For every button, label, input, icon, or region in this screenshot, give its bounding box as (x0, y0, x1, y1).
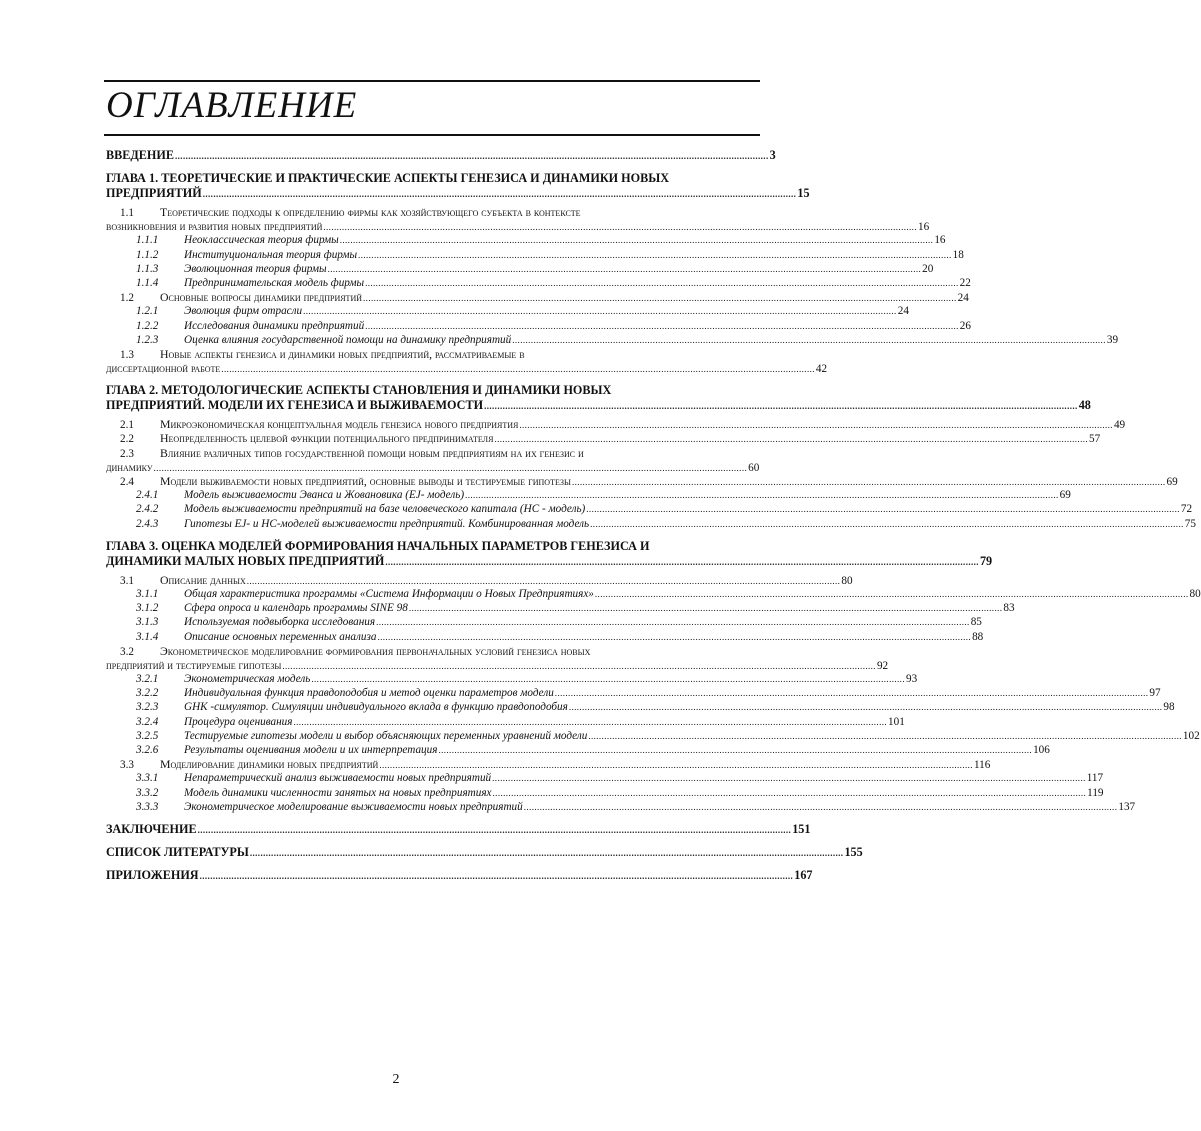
toc-page-number: 57 (1089, 433, 1101, 446)
subsection-title: Модель выживаемости предприятий на базе человеческого капитала (HC - модель) (184, 503, 586, 516)
subsection-title: Непараметрический анализ выживаемости новых предприятий (184, 772, 492, 785)
toc-line (106, 644, 758, 658)
toc-entry[interactable] (106, 757, 991, 772)
toc-entry[interactable] (106, 205, 930, 234)
leader-dots (586, 502, 1180, 516)
subsection-number: 3.2.4 (136, 715, 159, 728)
table-of-contents (106, 148, 1201, 883)
section-title: Основные вопросы динамики предприятий (160, 290, 363, 305)
subsection-number: 3.1.3 (136, 616, 159, 629)
subsection-title: Эволюция фирм отрасли (184, 305, 303, 318)
leader-dots (524, 800, 1118, 814)
leader-dots (438, 743, 1032, 757)
toc-line (106, 572, 853, 587)
subsection-title: Модель выживаемости Эванса и Жовановика (EJ- модель) (184, 489, 465, 502)
section-number: 3.3 (120, 759, 134, 772)
toc-entry[interactable] (106, 304, 909, 318)
subsection-number: 3.2.3 (136, 701, 159, 714)
toc-entry[interactable] (106, 800, 1136, 814)
toc-line (106, 276, 971, 290)
toc-line (106, 587, 1201, 601)
leader-dots (198, 823, 792, 838)
subsection-title: Исследования динамики предприятий (184, 319, 365, 332)
toc-entry[interactable] (106, 601, 1015, 615)
toc-line (106, 488, 1071, 502)
subsection-title: Тестируемые гипотезы модели и выбор объясняющих переменных уравнений модели (184, 729, 588, 742)
subsection-number: 1.2.1 (136, 305, 159, 318)
leader-dots (572, 475, 1166, 489)
toc-page-number: 16 (934, 234, 946, 247)
section-title: Описание данных (160, 572, 246, 587)
subsection-title: Эконометрическое моделирование выживаемости новых предприятий (184, 800, 523, 813)
toc-entry[interactable] (106, 346, 828, 376)
toc-line (106, 171, 758, 186)
toc-entry[interactable] (106, 290, 969, 305)
section-gap (106, 814, 758, 822)
leader-dots (569, 700, 1163, 714)
toc-line (106, 700, 1175, 714)
section-number: 1.1 (120, 207, 134, 219)
toc-entry[interactable] (106, 587, 1201, 601)
leader-dots (588, 729, 1182, 743)
leader-dots (376, 615, 970, 629)
toc-entry[interactable] (106, 844, 863, 860)
toc-line (106, 844, 863, 860)
toc-entry[interactable] (106, 786, 1104, 800)
toc-entry[interactable] (106, 700, 1175, 714)
subsection-title: Общая характеристика программы «Система Информации о Новых Предприятиях» (184, 587, 594, 600)
title-rule (104, 134, 760, 136)
toc-line (106, 757, 991, 772)
section-title: Влияние различных типов государственной помощи новым предприятиям на их генезис и (160, 445, 584, 460)
toc-line (106, 771, 1104, 785)
toc-page-number: 151 (792, 821, 811, 836)
leader-dots (484, 399, 1078, 414)
toc-line (106, 319, 971, 333)
subsection-title: Институциональная теория фирмы (184, 248, 358, 261)
leader-dots (409, 601, 1003, 615)
toc-heading: СПИСОК ЛИТЕРАТУРЫ (106, 844, 249, 859)
toc-entry[interactable] (106, 333, 1119, 347)
leader-dots (200, 869, 794, 884)
toc-entry[interactable] (106, 248, 964, 262)
subsection-title: Индивидуальная функция правдоподобия и метод оценки параметров модели (184, 687, 554, 700)
toc-entry[interactable] (106, 474, 1178, 488)
leader-dots (358, 248, 952, 262)
toc-page-number: 102 (1182, 729, 1200, 742)
toc-heading-cont: ДИНАМИКИ МАЛЫХ НОВЫХ ПРЕДПРИЯТИЙ (106, 553, 385, 568)
subsection-number: 3.2.2 (136, 687, 159, 700)
section-title: Микроэкономическая концептуальная модель генезиса нового предприятия (160, 417, 519, 432)
subsection-number: 3.1.4 (136, 630, 159, 643)
leader-dots (282, 659, 876, 673)
toc-entry[interactable] (106, 538, 993, 569)
toc-line (106, 431, 1101, 446)
toc-page-number: 69 (1059, 489, 1071, 502)
toc-entry[interactable] (106, 572, 853, 587)
toc-page-number: 26 (959, 319, 971, 332)
leader-dots (465, 488, 1059, 502)
subsection-number: 3.1.1 (136, 587, 159, 600)
leader-dots (377, 630, 971, 644)
toc-line (106, 517, 1196, 531)
toc-page-number: 24 (897, 305, 909, 318)
leader-dots (590, 517, 1184, 531)
leader-dots (221, 362, 815, 376)
toc-line (106, 290, 969, 305)
subsection-title: Описание основных переменных анализа (184, 630, 377, 643)
section-title-cont: предприятий и тестируемые гипотезы (106, 657, 282, 672)
section-title: Эконометрическое моделирование формирования первоначальных условий генезиса новых (160, 643, 591, 658)
section-number: 3.2 (120, 645, 134, 658)
toc-entry[interactable] (106, 615, 982, 629)
toc-heading: ГЛАВА 3. ОЦЕНКА МОДЕЛЕЙ ФОРМИРОВАНИЯ НАЧАЛЬНЫХ ПАРАМЕТРОВ ГЕНЕЗИСА И (106, 538, 650, 553)
leader-dots (328, 262, 922, 276)
toc-page-number: 15 (797, 186, 810, 200)
section-title-cont: возникновения и развития новых предприятий (106, 219, 323, 234)
leader-dots (340, 233, 934, 247)
toc-entry[interactable] (106, 171, 810, 201)
section-title-cont: динамику (106, 459, 153, 474)
toc-page-number: 117 (1086, 772, 1104, 785)
toc-line (106, 539, 758, 554)
toc-entry[interactable] (106, 319, 971, 333)
toc-heading: ЗАКЛЮЧЕНИЕ (106, 821, 197, 836)
subsection-number: 1.1.4 (136, 276, 159, 289)
subsection-title: Модель динамики численности занятых на новых предприятиях (184, 786, 492, 799)
toc-page-number: 20 (922, 262, 934, 275)
toc-line (106, 148, 776, 163)
leader-dots (154, 461, 748, 475)
subsection-number: 1.1.2 (136, 248, 159, 261)
leader-dots (303, 304, 897, 318)
toc-page-number: 49 (1113, 419, 1126, 432)
section-gap (106, 837, 758, 845)
toc-heading-cont: ПРЕДПРИЯТИЙ (106, 186, 202, 200)
toc-line (106, 186, 810, 201)
subsection-title: Эконометрическая модель (184, 673, 311, 686)
toc-line (106, 205, 758, 219)
toc-entry[interactable] (106, 502, 1193, 516)
toc-page-number: 97 (1149, 687, 1161, 700)
leader-dots (250, 846, 844, 861)
toc-line (106, 800, 1136, 814)
page-number: 2 (392, 1072, 400, 1087)
toc-page-number: 98 (1163, 701, 1175, 714)
toc-entry[interactable] (106, 431, 1101, 446)
section-title-cont: диссертационной работе (106, 361, 221, 376)
section-title: Неопределенность целевой функции потенциального предпринимателя (160, 431, 494, 446)
section-gap (106, 860, 758, 868)
subsection-number: 2.4.2 (136, 503, 159, 516)
section-title: Моделирование динамики новых предприятий (160, 757, 379, 772)
section-number: 1.3 (120, 348, 134, 361)
leader-dots (293, 715, 887, 729)
toc-page-number: 137 (1118, 800, 1136, 813)
toc-page-number: 101 (888, 715, 905, 728)
section-gap (106, 531, 758, 539)
toc-line (106, 304, 909, 318)
toc-page-number: 79 (979, 553, 993, 568)
subsection-title: Эволюционная теория фирмы (184, 262, 327, 275)
subsection-number: 1.1.1 (136, 234, 159, 247)
section-number: 3.1 (120, 574, 134, 587)
subsection-number: 1.1.3 (136, 262, 159, 275)
toc-entry[interactable] (106, 262, 934, 276)
toc-heading: ВВЕДЕНИЕ (106, 148, 174, 162)
toc-page-number: 22 (959, 276, 971, 289)
subsection-number: 3.1.2 (136, 602, 159, 615)
toc-page-number: 72 (1180, 503, 1193, 516)
toc-page-number: 18 (952, 248, 964, 261)
toc-page-number: 88 (972, 630, 984, 643)
subsection-number: 1.2.2 (136, 319, 159, 332)
toc-entry[interactable] (106, 517, 1196, 531)
toc-entry[interactable] (106, 715, 905, 729)
page-title: ОГЛАВЛЕНИЕ (106, 85, 358, 126)
toc-page-number: 80 (841, 574, 853, 587)
toc-line (106, 398, 1091, 413)
leader-dots (363, 291, 957, 305)
leader-dots (494, 432, 1088, 446)
leader-dots (365, 276, 959, 290)
toc-page-number: 42 (815, 363, 828, 376)
toc-line (106, 474, 1178, 488)
toc-page-number: 155 (844, 844, 863, 859)
toc-heading: ГЛАВА 1. ТЕОРЕТИЧЕСКИЕ И ПРАКТИЧЕСКИЕ АСПЕКТЫ ГЕНЕЗИСА И ДИНАМИКИ НОВЫХ (106, 171, 670, 185)
toc-line (106, 262, 934, 276)
subsection-number: 3.2.1 (136, 673, 159, 686)
toc-line (106, 657, 889, 672)
toc-entry[interactable] (106, 821, 811, 837)
toc-line (106, 601, 1015, 615)
subsection-title: GHK -симулятор. Симуляции индивидуального вклада в функцию правдоподобия (184, 701, 568, 714)
toc-line (106, 553, 993, 569)
toc-page-number: 69 (1166, 476, 1178, 488)
toc-heading: ГЛАВА 2. МЕТОДОЛОГИЧЕСКИЕ АСПЕКТЫ СТАНОВЛЕНИЯ И ДИНАМИКИ НОВЫХ (106, 383, 612, 398)
toc-line (106, 417, 1126, 432)
leader-dots (385, 555, 979, 570)
toc-line (106, 233, 946, 247)
section-title: Новые аспекты генезиса и динамики новых предприятий, рассматриваемые в (160, 346, 525, 361)
leader-dots (175, 149, 769, 164)
leader-dots (512, 333, 1106, 347)
toc-page-number: 106 (1033, 744, 1050, 756)
leader-dots (555, 686, 1149, 700)
leader-dots (493, 786, 1087, 800)
subsection-title: Используемая подвыборка исследования (184, 616, 376, 629)
toc-heading: ПРИЛОЖЕНИЯ (106, 867, 199, 882)
toc-page-number: 93 (905, 673, 918, 686)
section-gap (106, 163, 758, 171)
subsection-number: 3.3.1 (136, 772, 159, 785)
subsection-title: Предпринимательская модель фирмы (184, 276, 365, 289)
toc-line (106, 383, 758, 398)
toc-entry[interactable] (106, 383, 1091, 413)
subsection-title: Сфера опроса и календарь программы SINE 98 (184, 602, 408, 615)
section-number: 2.1 (120, 419, 134, 432)
leader-dots (365, 319, 959, 333)
toc-page-number: 85 (970, 616, 982, 629)
toc-entry[interactable] (106, 743, 1050, 757)
toc-entry[interactable] (106, 643, 889, 672)
toc-entry[interactable] (106, 771, 1104, 785)
subsection-number: 3.3.2 (136, 786, 159, 799)
subsection-number: 3.2.6 (136, 744, 159, 756)
section-number: 2.4 (120, 476, 134, 488)
toc-line (106, 361, 828, 376)
subsection-number: 3.2.5 (136, 729, 159, 742)
toc-page-number: 116 (973, 759, 991, 772)
toc-entry[interactable] (106, 672, 918, 686)
toc-page-number: 83 (1003, 602, 1015, 615)
subsection-number: 3.3.3 (136, 800, 159, 813)
section-number: 1.2 (120, 292, 134, 305)
toc-entry[interactable] (106, 446, 758, 474)
subsection-title: Неоклассическая теория фирмы (184, 234, 339, 247)
toc-line (106, 219, 930, 234)
toc-entry[interactable] (106, 630, 984, 644)
toc-page-number: 60 (748, 461, 760, 474)
section-gap (106, 375, 758, 383)
leader-dots (379, 758, 973, 772)
toc-entry[interactable] (106, 867, 813, 883)
leader-dots (492, 771, 1086, 785)
subsection-title: Процедура оценивания (184, 715, 293, 728)
toc-page-number: 3 (769, 148, 776, 162)
toc-line (106, 715, 905, 729)
toc-page-number: 39 (1106, 333, 1119, 346)
toc-line (106, 460, 758, 474)
toc-page-number: 80 (1189, 587, 1201, 600)
leader-dots (203, 187, 797, 202)
toc-entry[interactable] (106, 148, 776, 163)
toc-line (106, 347, 758, 361)
leader-dots (311, 672, 905, 686)
subsection-title: Оценка влияния государственной помощи на динамику предприятий (184, 333, 512, 346)
toc-line (106, 867, 813, 883)
toc-entry[interactable] (106, 729, 1200, 743)
toc-page-number: 48 (1078, 398, 1091, 413)
toc-line (106, 502, 1193, 516)
toc-page-number: 92 (876, 659, 889, 672)
toc-line (106, 672, 918, 686)
toc-line (106, 630, 984, 644)
toc-line (106, 786, 1104, 800)
toc-line (106, 446, 758, 460)
toc-page-number: 119 (1087, 786, 1104, 799)
toc-entry[interactable] (106, 276, 971, 290)
section-number: 2.3 (120, 447, 134, 460)
toc-line (106, 743, 1050, 757)
leader-dots (247, 574, 841, 588)
toc-page-number: 24 (957, 292, 969, 305)
subsection-number: 2.4.1 (136, 489, 159, 502)
toc-entry[interactable] (106, 686, 1161, 700)
toc-entry[interactable] (106, 417, 1126, 432)
toc-entry[interactable] (106, 233, 946, 247)
toc-page-number: 75 (1184, 517, 1196, 530)
section-title: Модели выживаемости новых предприятий, основные выводы и тестируемые гипотезы (160, 474, 571, 488)
toc-line (106, 686, 1161, 700)
toc-entry[interactable] (106, 488, 1071, 502)
toc-line (106, 615, 982, 629)
toc-heading-cont: ПРЕДПРИЯТИЙ. МОДЕЛИ ИХ ГЕНЕЗИСА И ВЫЖИВАЕМОСТИ (106, 398, 484, 413)
toc-page-number: 167 (794, 867, 813, 882)
subsection-title: Результаты оценивания модели и их интерпретация (184, 744, 438, 756)
leader-dots (519, 418, 1113, 432)
toc-page-number: 16 (917, 221, 930, 234)
subsection-number: 2.4.3 (136, 517, 159, 530)
toc-line (106, 821, 811, 837)
section-number: 2.2 (120, 433, 134, 446)
leader-dots (595, 587, 1189, 601)
subsection-title: Гипотезы EJ- и HC-моделей выживаемости предприятий. Комбинированная модель (184, 517, 590, 530)
section-title: Теоретические подходы к определению фирмы как хозяйствующего субъекта в контексте (160, 205, 581, 219)
toc-line (106, 729, 1200, 743)
subsection-number: 1.2.3 (136, 333, 159, 346)
toc-line (106, 248, 964, 262)
leader-dots (323, 220, 917, 234)
toc-line (106, 333, 1119, 347)
